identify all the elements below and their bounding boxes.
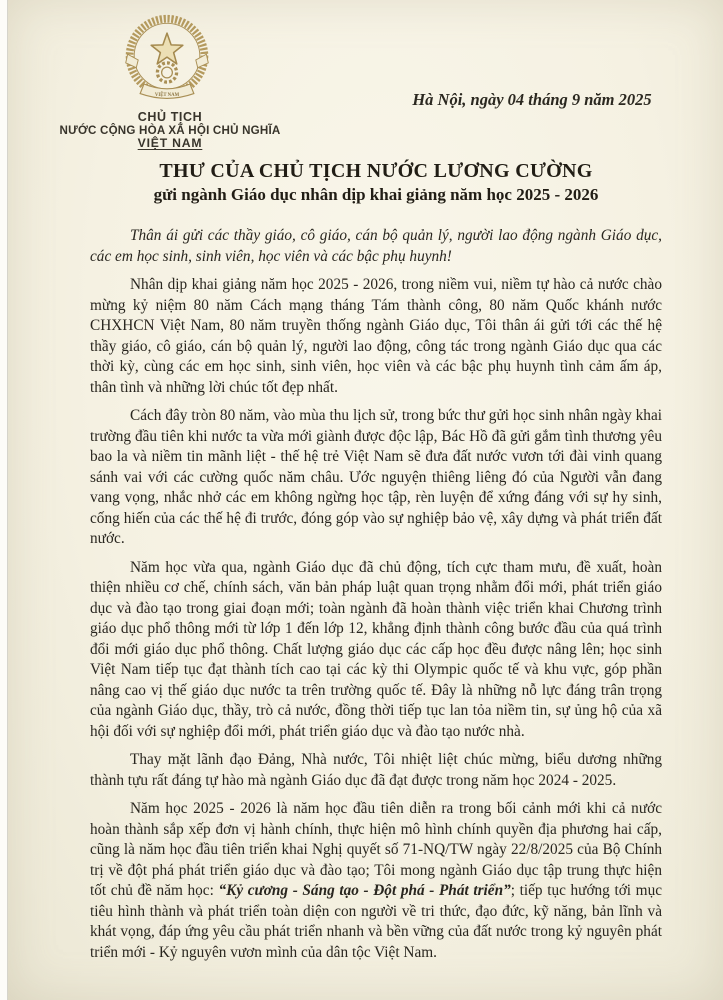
issuer-office: CHỦ TỊCH <box>137 110 203 124</box>
issuer-block <box>36 110 304 151</box>
paragraph-2: Cách đây tròn 80 năm, vào mùa thu lịch sử, trong bức thư gửi học sinh nhân ngày khai trường đầu tiên khi nước ta vừa mới giành được độc lập, Bác Hồ đã gửi gắm tình thương yêu bao la và niềm tin mãnh liệt - thế hệ trẻ Việt Nam sẽ đưa đất nước vươn tới đài vinh quang sánh vai với các cường quốc năm châu. Ước nguyện thiêng liêng đó của Người vẫn đang vang vọng, nhắc nhở các em không ngừng học tập, rèn luyện để xứng đáng với sự hy sinh, cống hiến của các thế hệ đi trước, đóng góp vào sự nghiệp bảo vệ, xây dựng và phát triển đất nước. <box>90 407 662 547</box>
date-line: Hà Nội, ngày 04 tháng 9 năm 2025 <box>412 90 652 109</box>
letter-page <box>7 0 723 1000</box>
letter-title: THƯ CỦA CHỦ TỊCH NƯỚC LƯƠNG CƯỜNG <box>159 160 593 182</box>
letter-body <box>8 160 723 963</box>
paragraph-final <box>90 799 662 963</box>
issuer-country: VIỆT NAM <box>137 135 203 150</box>
vietnam-emblem-icon <box>118 12 216 108</box>
salutation: Thân ái gửi các thầy giáo, cô giáo, cán bộ quản lý, người lao động ngành Giáo dục, các em học sinh, sinh viên, học viên và các bậc phụ huynh! <box>90 227 662 265</box>
letter-subtitle: gửi ngành Giáo dục nhân dịp khai giảng năm học 2025 - 2026 <box>153 185 599 204</box>
final-paragraph-text: Năm học 2025 - 2026 là năm học đầu tiên diễn ra trong bối cảnh mới khi cả nước hoàn thành sắp xếp đơn vị hành chính, thực hiện mô hình chính quyền địa phương hai cấp, cũng là năm học đầu tiên triển khai Nghị quyết số 71-NQ/TW ngày 22/8/2025 của Bộ Chính trị về đột phá phát triển giáo dục và đào tạo; Tôi mong ngành Giáo dục tập trung thực hiện tốt chủ đề năm học: <box>90 800 662 899</box>
letter-header <box>8 0 723 150</box>
paragraph-3: Năm học vừa qua, ngành Giáo dục đã chủ động, tích cực tham mưu, đề xuất, hoàn thiện nhiều cơ chế, chính sách, văn bản pháp luật quan trọng nhằm đổi mới, phát triển giáo dục và đào tạo trong giai đoạn mới; toàn ngành đã hoàn thành việc triển khai Chương trình giáo dục phổ thông mới từ lớp 1 đến lớp 12, khẳng định thành công bước đầu của quá trình đổi mới giáo dục phổ thông. Chất lượng giáo dục các cấp học đều được nâng lên; học sinh Việt Nam tiếp tục đạt thành tích cao tại các kỳ thi Olympic quốc tế và khu vực, góp phần nâng cao vị thế giáo dục nước ta trên trường quốc tế. Đây là những nỗ lực đáng trân trọng của ngành Giáo dục, thầy, trò cả nước, đồng thời tiếp tục lan tỏa niềm tin, sự ủng hộ của xã hội đối với sự nghiệp đổi mới, phát triển giáo dục và đào tạo nước nhà. <box>90 558 662 740</box>
paragraph-4: Thay mặt lãnh đạo Đảng, Nhà nước, Tôi nhiệt liệt chúc mừng, biểu dương những thành tựu rất đáng tự hào mà ngành Giáo dục đã đạt được trong năm học 2024 - 2025. <box>90 751 662 789</box>
paragraph-1: Nhân dịp khai giảng năm học 2025 - 2026, trong niềm vui, niềm tự hào cả nước chào mừng kỷ niệm 80 năm Cách mạng tháng Tám thành công, 80 năm Quốc khánh nước CHXHCN Việt Nam, 80 năm truyền thống ngành Giáo dục, Tôi thân ái gửi tới các thế hệ thầy giáo, cô giáo, cán bộ quản lý, người lao động, công tác trong ngành Giáo dục qua các thời kỳ, cùng các em học sinh, sinh viên, học viên và các bậc phụ huynh tình cảm ấm áp, thân tình và những lời chúc tốt đẹp nhất. <box>90 276 662 396</box>
issuer-republic: NƯỚC CỘNG HÒA XÃ HỘI CHỦ NGHĨA <box>59 124 281 137</box>
final-paragraph-tail: ; tiếp tục hướng tới mục tiêu hình thành và phát triển toàn diện con người về tri thức, đạo đức, kỹ năng, bản lĩnh và khát vọng, đáp ứng yêu cầu phát triển nhanh và bền vững của đất nước trong kỷ nguyên phát triển mới - Kỷ nguyên vươn mình của dân tộc Việt Nam. <box>90 882 663 961</box>
year-theme-emphasis: “Kỷ cương - Sáng tạo - Đột phá - Phát triển” <box>218 882 511 899</box>
emblem-banner-text: VIỆT NAM <box>154 93 180 99</box>
